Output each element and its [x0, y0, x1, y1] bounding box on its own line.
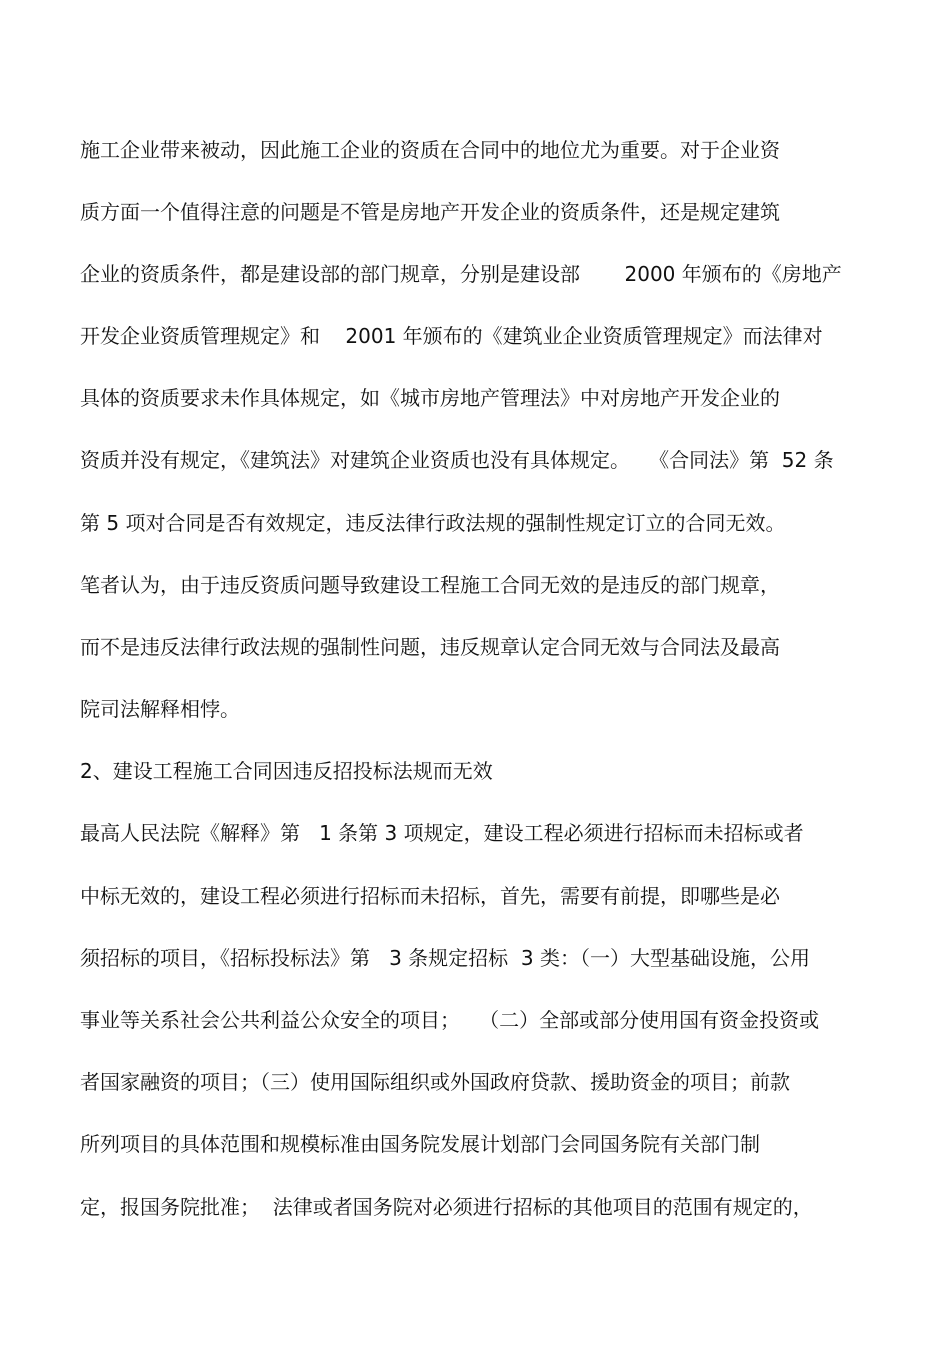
text-line-1: 施工企业带来被动，因此施工企业的资质在合同中的地位尤为重要。对于企业资 — [80, 138, 780, 162]
text-line-10: 院司法解释相悖。 — [80, 697, 240, 721]
text-line-17: 所列项目的具体范围和规模标准由国务院发展计划部门会同国务院有关部门制 — [80, 1132, 760, 1156]
text-line-5: 具体的资质要求未作具体规定，如《城市房地产管理法》中对房地产开发企业的 — [80, 386, 780, 410]
text-line-8: 笔者认为，由于违反资质问题导致建设工程施工合同无效的是违反的部门规章， — [80, 573, 780, 597]
text-line-15: 事业等关系社会公共利益公众安全的项目； （二）全部或部分使用国有资金投资或 — [80, 1008, 820, 1032]
text-line-16: 者国家融资的项目；（三）使用国际组织或外国政府贷款、援助资金的项目；前款 — [80, 1070, 790, 1094]
text-line-14: 须招标的项目，《招标投标法》第 3 条规定招标 3 类：（一）大型基础设施，公用 — [80, 946, 810, 970]
text-line-18: 定，报国务院批准； 法律或者国务院对必须进行招标的其他项目的范围有规定的， — [80, 1195, 813, 1219]
text-line-9: 而不是违反法律行政法规的强制性问题，违反规章认定合同无效与合同法及最高 — [80, 635, 780, 659]
text-line-2: 质方面一个值得注意的问题是不管是房地产开发企业的资质条件，还是规定建筑 — [80, 200, 780, 224]
text-line-13: 中标无效的，建设工程必须进行招标而未招标，首先，需要有前提，即哪些是必 — [80, 884, 780, 908]
text-line-7: 第 5 项对合同是否有效规定，违反法律行政法规的强制性规定订立的合同无效。 — [80, 511, 786, 535]
text-line-6: 资质并没有规定，《建筑法》对建筑企业资质也没有具体规定。 《合同法》第 52 条 — [80, 448, 834, 472]
text-line-3: 企业的资质条件，都是建设部的部门规章，分别是建设部 2000 年颁布的《房地产 — [80, 262, 842, 286]
section-heading: 2、建设工程施工合同因违反招投标法规而无效 — [80, 759, 493, 783]
text-line-12: 最高人民法院《解释》第 1 条第 3 项规定，建设工程必须进行招标而未招标或者 — [80, 821, 804, 845]
text-line-4: 开发企业资质管理规定》和 2001 年颁布的《建筑业企业资质管理规定》而法律对 — [80, 324, 823, 348]
